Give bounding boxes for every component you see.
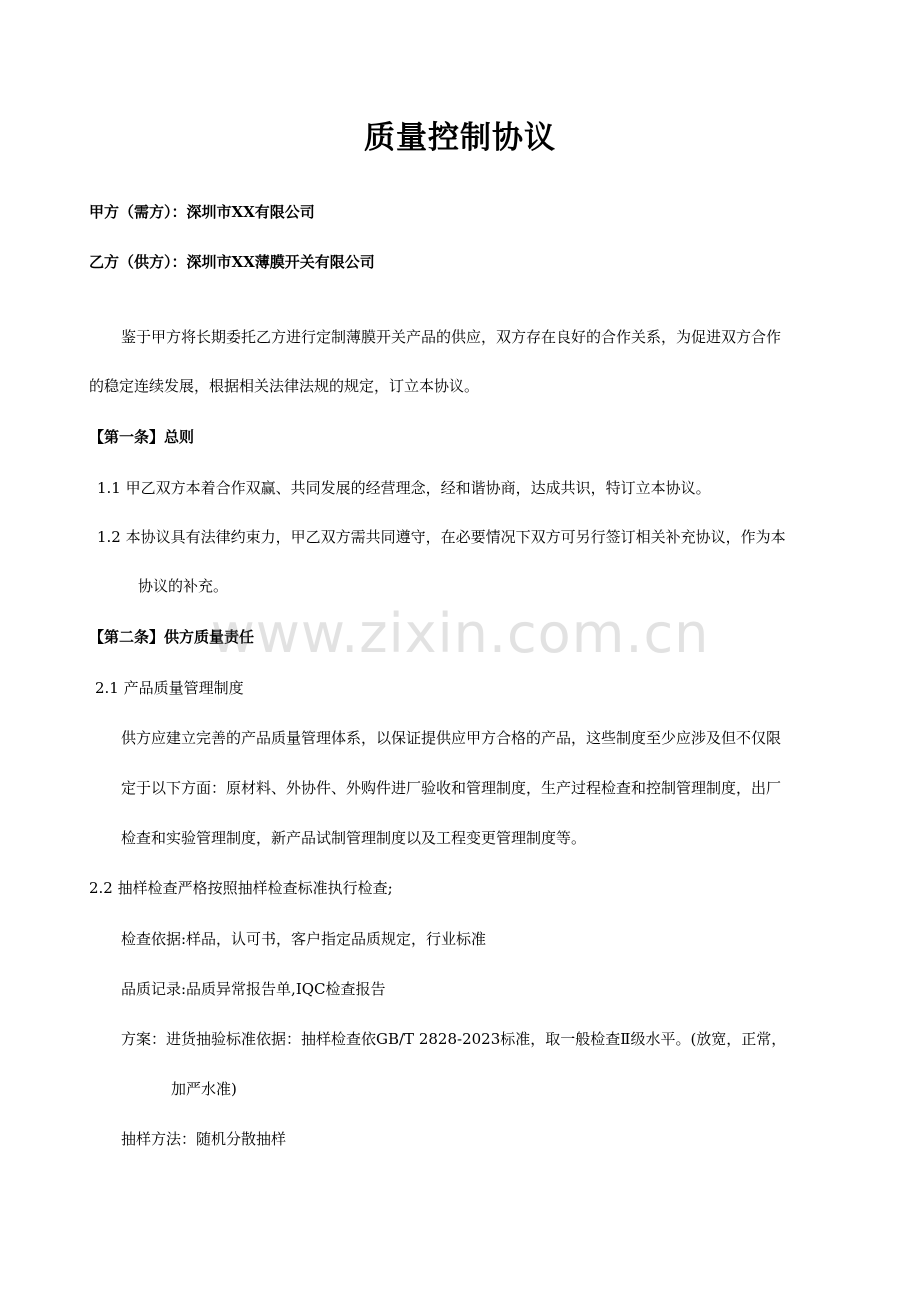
article-1-heading: 【第一条】总则 xyxy=(89,428,195,446)
clause-2-1-line-3: 检查和实验管理制度，新产品试制管理制度以及工程变更管理制度等。 xyxy=(121,829,587,847)
clause-1-2-line-1: 1.2 本协议具有法律约束力，甲乙双方需共同遵守，在必要情况下双方可另行签订相关补充协议，作为本 xyxy=(97,528,786,546)
clause-2-1-line-2: 定于以下方面：原材料、外协件、外购件进厂验收和管理制度，生产过程检查和控制管理制度，出厂 xyxy=(121,779,782,797)
watermark: www.zixin.com.cn xyxy=(210,602,710,665)
intro-line-2: 的稳定连续发展，根据相关法律法规的规定，订立本协议。 xyxy=(89,377,480,395)
clause-1-2-line-2: 协议的补充。 xyxy=(138,577,229,595)
plan-line-2: 加严水准) xyxy=(171,1080,237,1098)
article-2-heading: 【第二条】供方质量责任 xyxy=(89,628,255,646)
intro-line-1: 鉴于甲方将长期委托乙方进行定制薄膜开关产品的供应，双方存在良好的合作关系，为促进双方合作 xyxy=(121,328,782,346)
party-a-line: 甲方（需方）：深圳市XX有限公司 xyxy=(89,203,315,221)
clause-1-1: 1.1 甲乙双方本着合作双赢、共同发展的经营理念，经和谐协商，达成共识，特订立本协议。 xyxy=(97,479,711,497)
plan-line-1: 方案：进货抽验标准依据：抽样检查依GB/T 2828-2023标准，取一般检查Ⅱ级水平。(放宽，正常， xyxy=(121,1030,787,1048)
quality-records: 品质记录:品质异常报告单,IQC检查报告 xyxy=(121,980,386,998)
inspection-basis: 检查依据:样品，认可书，客户指定品质规定，行业标准 xyxy=(121,930,487,948)
sampling-method: 抽样方法：随机分散抽样 xyxy=(121,1130,287,1148)
clause-2-1-line-1: 供方应建立完善的产品质量管理体系，以保证提供应甲方合格的产品，这些制度至少应涉及但不仅限 xyxy=(121,729,782,747)
clause-2-1-heading: 2.1 产品质量管理制度 xyxy=(95,679,244,697)
document-title: 质量控制协议 xyxy=(364,120,556,156)
clause-2-2-heading: 2.2 抽样检查严格按照抽样检查标准执行检查; xyxy=(89,879,393,897)
party-b-line: 乙方（供方）：深圳市XX薄膜开关有限公司 xyxy=(89,253,375,271)
